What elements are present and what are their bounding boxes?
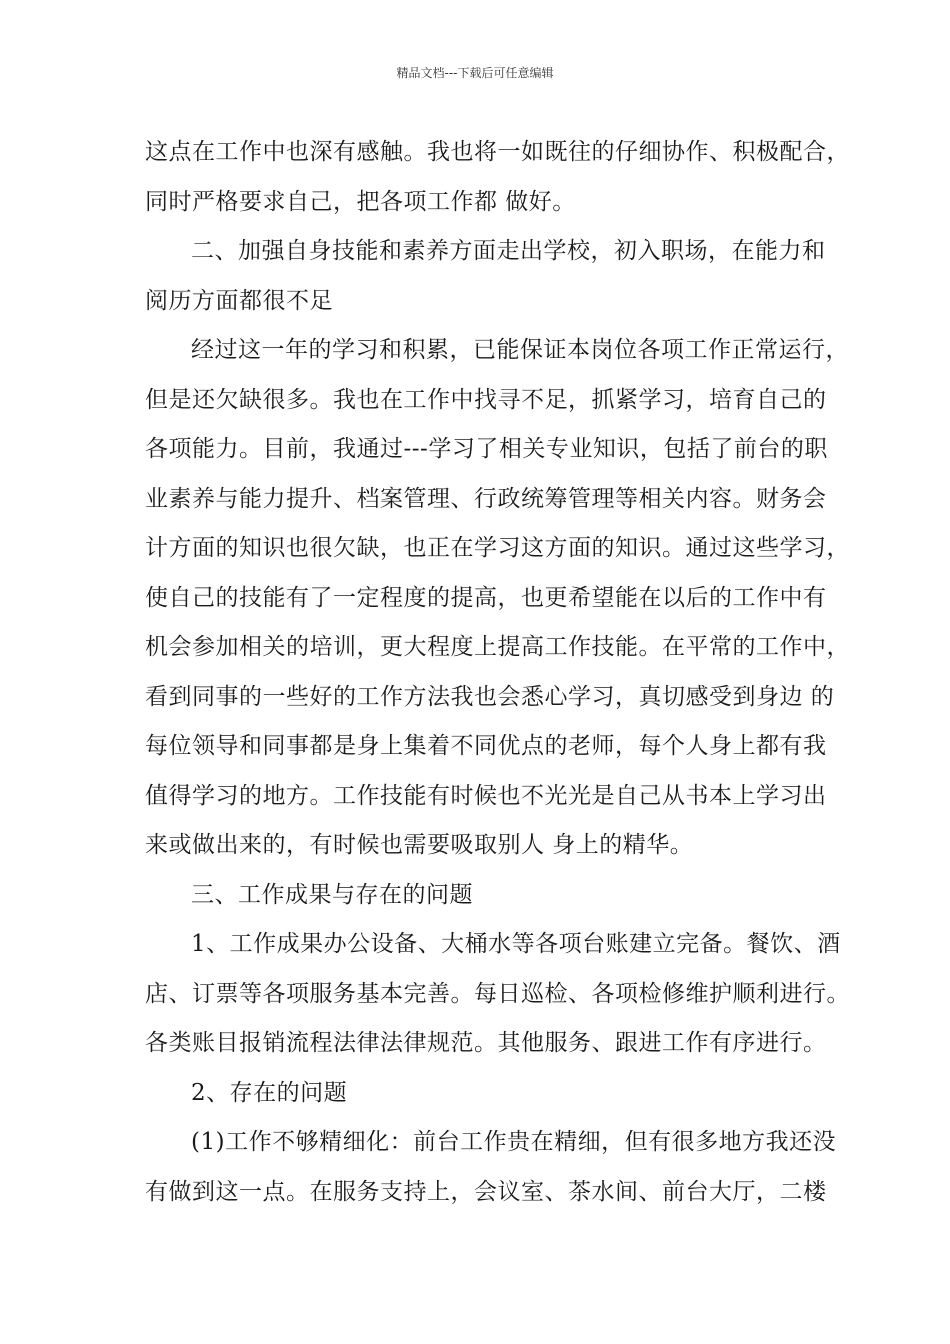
- document-body: [145, 128, 850, 1217]
- text-line: 看到同事的一些好的工作方法我也会悉心学习，真切感受到身边 的: [145, 683, 835, 710]
- text-line: 阅历方面都很不足: [145, 287, 333, 314]
- subsection-heading: 2、存在的问题: [191, 1079, 348, 1106]
- text-line: 计方面的知识也很欠缺，也正在学习这方面的知识。通过这些学习，: [145, 535, 850, 561]
- text-line: 店、订票等各项服务基本完善。每日巡检、各项检修维护顺利进行。: [145, 980, 850, 1007]
- page-header: 精品文档---下载后可任意编辑: [396, 66, 554, 80]
- text-line: 使自己的技能有了一定程度的提高，也更希望能在以后的工作中有: [145, 584, 827, 611]
- text-line: 各项能力。目前，我通过---学习了相关专业知识，包括了前台的职: [145, 436, 828, 462]
- text-line: 机会参加相关的培训，更大程度上提高工作技能。在平常的工作中，: [145, 634, 850, 660]
- paragraph-start: 1、工作成果办公设备、大桶水等各项台账建立完备。餐饮、酒: [191, 931, 841, 957]
- text-line: 来或做出来的，有时候也需要吸取别人 身上的精华。: [145, 832, 694, 858]
- text-line: 值得学习的地方。工作技能有时候也不光光是自己从书本上学习出: [145, 782, 827, 809]
- text-line: 业素养与能力提升、档案管理、行政统筹管理等相关内容。财务会: [145, 485, 827, 512]
- text-line: 但是还欠缺很多。我也在工作中找寻不足，抓紧学习，培育自己的: [145, 386, 827, 413]
- text-line: 每位领导和同事都是身上集着不同优点的老师，每个人身上都有我: [145, 733, 827, 759]
- text-line: 有做到这一点。在服务支持上，会议室、茶水间、前台大厅，二楼: [145, 1178, 827, 1205]
- text-line: 各类账目报销流程法律法律规范。其他服务、跟进工作有序进行。: [145, 1030, 827, 1056]
- text-line: 这点在工作中也深有感触。我也将一如既往的仔细协作、积极配合，: [145, 139, 850, 165]
- paragraph-start: 经过这一年的学习和积累，已能保证本岗位各项工作正常运行，: [191, 337, 849, 363]
- text-line: 同时严格要求自己，把各项工作都 做好。: [145, 188, 576, 215]
- section-heading: 三、工作成果与存在的问题: [191, 881, 473, 908]
- paragraph-start: (1)工作不够精细化：前台工作贵在精细，但有很多地方我还没: [191, 1129, 837, 1155]
- section-heading: 二、加强自身技能和素养方面走出学校，初入职场，在能力和: [191, 238, 826, 264]
